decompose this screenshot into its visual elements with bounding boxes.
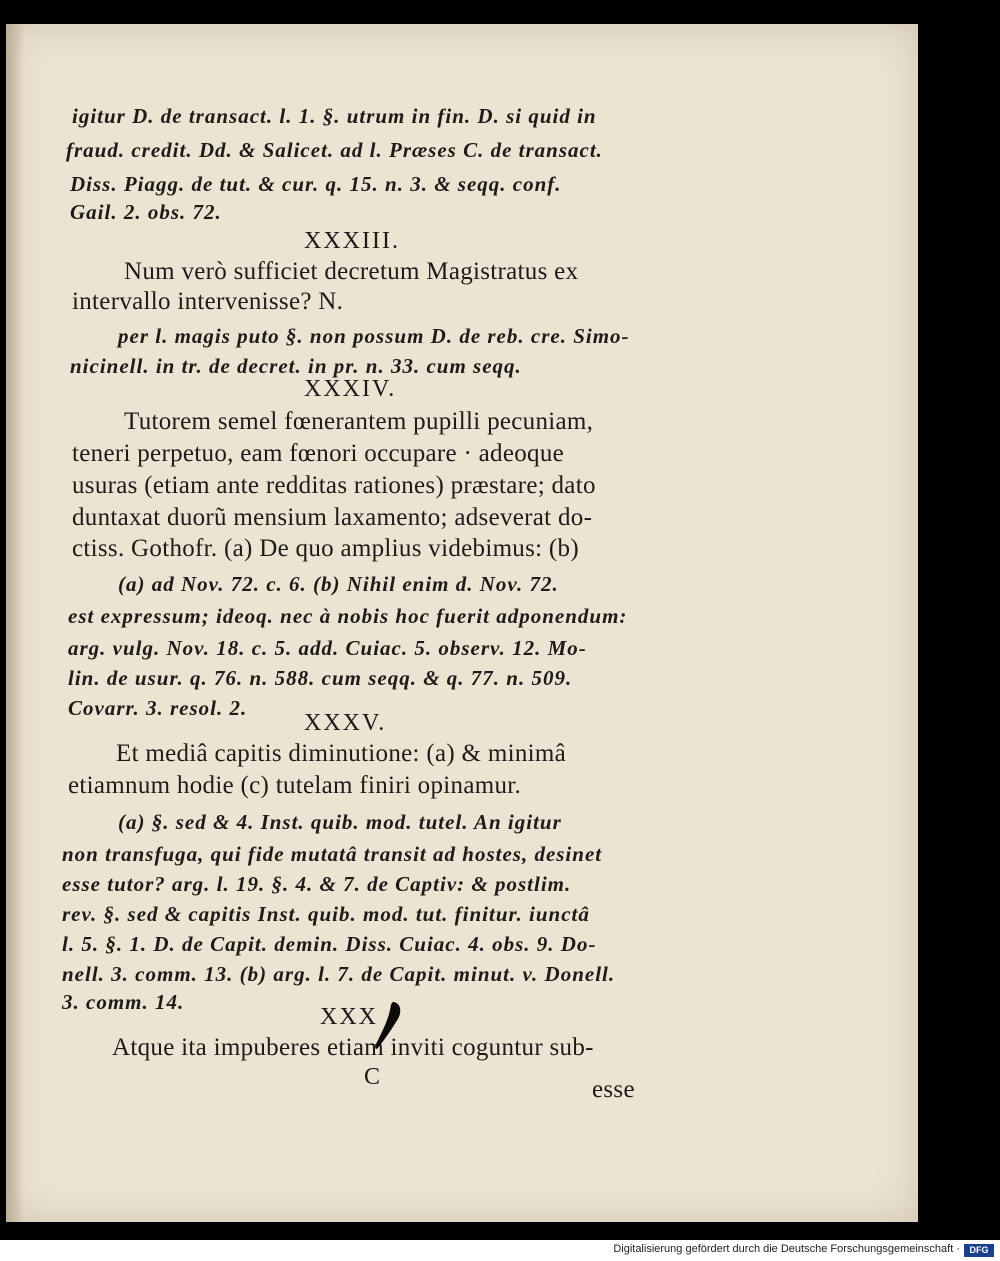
text-line: fraud. credit. Dd. & Salicet. ad l. Præses C. de transact.	[66, 138, 603, 162]
section-heading: XXX	[320, 1004, 378, 1030]
text-line: non transfuga, qui fide mutatâ transit ad hostes, desinet	[62, 842, 603, 866]
section-heading: XXXV.	[304, 710, 387, 736]
text-line: ctiss. Gothofr. (a) De quo amplius videbimus: (b)	[72, 535, 579, 562]
text-line: Et mediâ capitis diminutione: (a) & minimâ	[116, 740, 567, 767]
digitization-footer	[0, 1240, 1000, 1261]
text-line: (a) §. sed & 4. Inst. quib. mod. tutel. An igitur	[118, 810, 562, 834]
text-line: usuras (etiam ante redditas rationes) præstare; dato	[72, 472, 596, 499]
text-line: l. 5. §. 1. D. de Capit. demin. Diss. Cuiac. 4. obs. 9. Do-	[62, 932, 597, 956]
text-line: igitur D. de transact. l. 1. §. utrum in fin. D. si quid in	[72, 104, 597, 128]
text-line: arg. vulg. Nov. 18. c. 5. add. Cuiac. 5. observ. 12. Mo-	[68, 636, 587, 660]
section-heading: XXXIII.	[304, 228, 400, 254]
text-line: lin. de usur. q. 76. n. 588. cum seqq. & q. 77. n. 509.	[68, 666, 573, 690]
text-line: Tutorem semel fœnerantem pupilli pecuniam,	[124, 408, 594, 435]
signature-mark: C	[364, 1064, 383, 1090]
text-line: nell. 3. comm. 13. (b) arg. l. 7. de Capit. minut. v. Donell.	[62, 962, 616, 986]
text-line: duntaxat duorũ mensium laxamento; adseverat do-	[72, 504, 593, 531]
text-line: per l. magis puto §. non possum D. de reb. cre. Simo-	[118, 324, 630, 348]
text-line: (a) ad Nov. 72. c. 6. (b) Nihil enim d. Nov. 72.	[118, 572, 559, 596]
text-line: etiamnum hodie (c) tutelam finiri opinamur.	[68, 772, 522, 799]
text-line: intervallo intervenisse? N.	[72, 288, 344, 315]
text-line: Covarr. 3. resol. 2.	[68, 696, 248, 720]
text-line: Diss. Piagg. de tut. & cur. q. 15. n. 3. & seqq. conf.	[70, 172, 562, 196]
book-page	[6, 24, 918, 1222]
text-line: rev. §. sed & capitis Inst. quib. mod. tut. finitur. iunctâ	[62, 902, 590, 926]
text-line: 3. comm. 14.	[62, 990, 185, 1014]
text-line: teneri perpetuo, eam fœnori occupare · adeoque	[72, 440, 565, 467]
dfg-logo: DFG	[964, 1244, 994, 1257]
text-line: est expressum; ideoq. nec à nobis hoc fuerit adponendum:	[68, 604, 628, 628]
text-line: esse tutor? arg. l. 19. §. 4. & 7. de Captiv: & postlim.	[62, 872, 572, 896]
page-gutter	[6, 24, 24, 1222]
text-line: Atque ita impuberes etiam inviti coguntur sub-	[112, 1034, 594, 1061]
ink-blot-icon	[372, 1000, 406, 1052]
text-line: Gail. 2. obs. 72.	[70, 200, 222, 224]
funding-credit: Digitalisierung gefördert durch die Deutsche Forschungsgemeinschaft ·	[613, 1243, 960, 1255]
text-line: nicinell. in tr. de decret. in pr. n. 33. cum seqq.	[70, 354, 522, 378]
text-line: Num verò sufficiet decretum Magistratus ex	[124, 258, 579, 285]
section-heading: XXXIV.	[304, 376, 397, 402]
catchword: esse	[592, 1076, 635, 1103]
